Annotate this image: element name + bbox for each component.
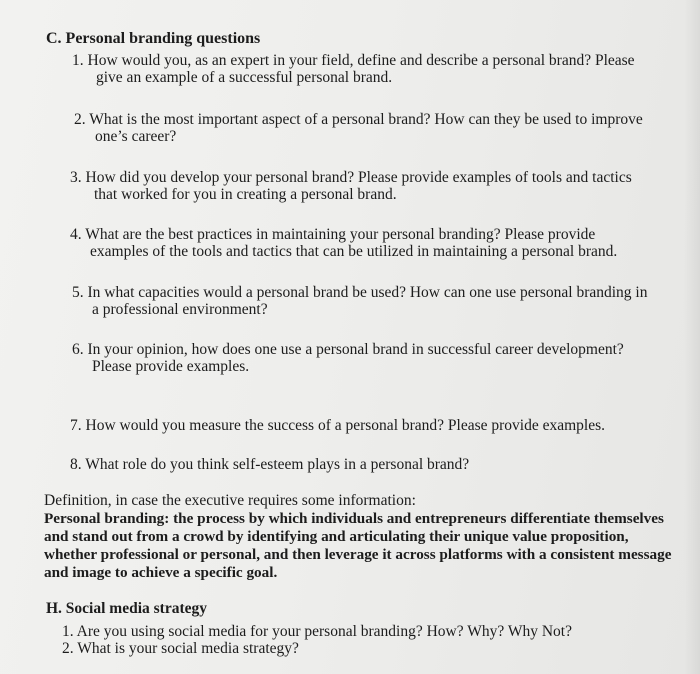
question-8 bbox=[70, 456, 469, 473]
question-number: 6. bbox=[72, 341, 84, 358]
question-text-line1: In what capacities would a personal brand be used? How can one use personal branding in bbox=[87, 284, 648, 301]
question-text-line1: How would you, as an expert in your field, define and describe a personal brand? Please bbox=[87, 52, 635, 69]
social-question-2 bbox=[62, 640, 299, 657]
question-6 bbox=[72, 341, 624, 375]
question-text-line1: How did you develop your personal brand? Please provide examples of tools and tactics bbox=[85, 169, 632, 186]
question-text-line2: give an example of a successful personal brand. bbox=[96, 69, 393, 86]
question-number: 5. bbox=[72, 284, 84, 301]
question-text-line2: examples of the tools and tactics that can be utilized in maintaining a personal brand. bbox=[90, 243, 618, 260]
question-text-line1: In your opinion, how does one use a personal brand in successful career development? bbox=[87, 341, 624, 358]
question-number: 2. bbox=[62, 640, 74, 657]
question-number: 4. bbox=[70, 226, 82, 243]
question-5 bbox=[72, 284, 647, 318]
question-number: 7. bbox=[70, 417, 82, 434]
definition-text: Personal branding: the process by which individuals and entrepreneurs differentiate themselves and stand out from a crowd by identifying and articulating their unique value proposition, whether professional or personal, and then leverage it across platforms with a consistent message and image to achieve a specific goal. bbox=[44, 510, 672, 581]
question-number: 3. bbox=[70, 169, 82, 186]
question-number: 2. bbox=[74, 111, 86, 128]
question-number: 1. bbox=[72, 52, 84, 69]
page-edge-shadow bbox=[684, 0, 700, 674]
section-h-title: H. Social media strategy bbox=[46, 600, 208, 617]
question-2 bbox=[74, 111, 643, 145]
question-3 bbox=[70, 169, 632, 203]
question-text-line2: one’s career? bbox=[95, 128, 177, 145]
question-text-line1: How would you measure the success of a personal brand? Please provide examples. bbox=[85, 417, 606, 434]
question-7 bbox=[70, 417, 605, 434]
social-question-1 bbox=[62, 623, 572, 640]
question-text-line2: a professional environment? bbox=[92, 301, 268, 318]
question-text: What is your social media strategy? bbox=[77, 640, 299, 657]
question-number: 1. bbox=[62, 623, 74, 640]
question-text-line2: that worked for you in creating a personal brand. bbox=[94, 186, 397, 203]
question-text-line1: What role do you think self-esteem plays in a personal brand? bbox=[85, 456, 470, 473]
question-number: 8. bbox=[70, 456, 82, 473]
question-text: Are you using social media for your personal branding? How? Why? Why Not? bbox=[76, 623, 572, 640]
question-1 bbox=[72, 52, 635, 86]
section-c-title: C. Personal branding questions bbox=[46, 30, 261, 47]
question-text-line1: What are the best practices in maintaining your personal branding? Please provide bbox=[85, 226, 596, 243]
question-4 bbox=[70, 226, 617, 260]
question-text-line2: Please provide examples. bbox=[92, 358, 250, 375]
question-text-line1: What is the most important aspect of a personal brand? How can they be used to improve bbox=[89, 111, 643, 128]
definition-intro: Definition, in case the executive requires some information: bbox=[44, 492, 416, 509]
